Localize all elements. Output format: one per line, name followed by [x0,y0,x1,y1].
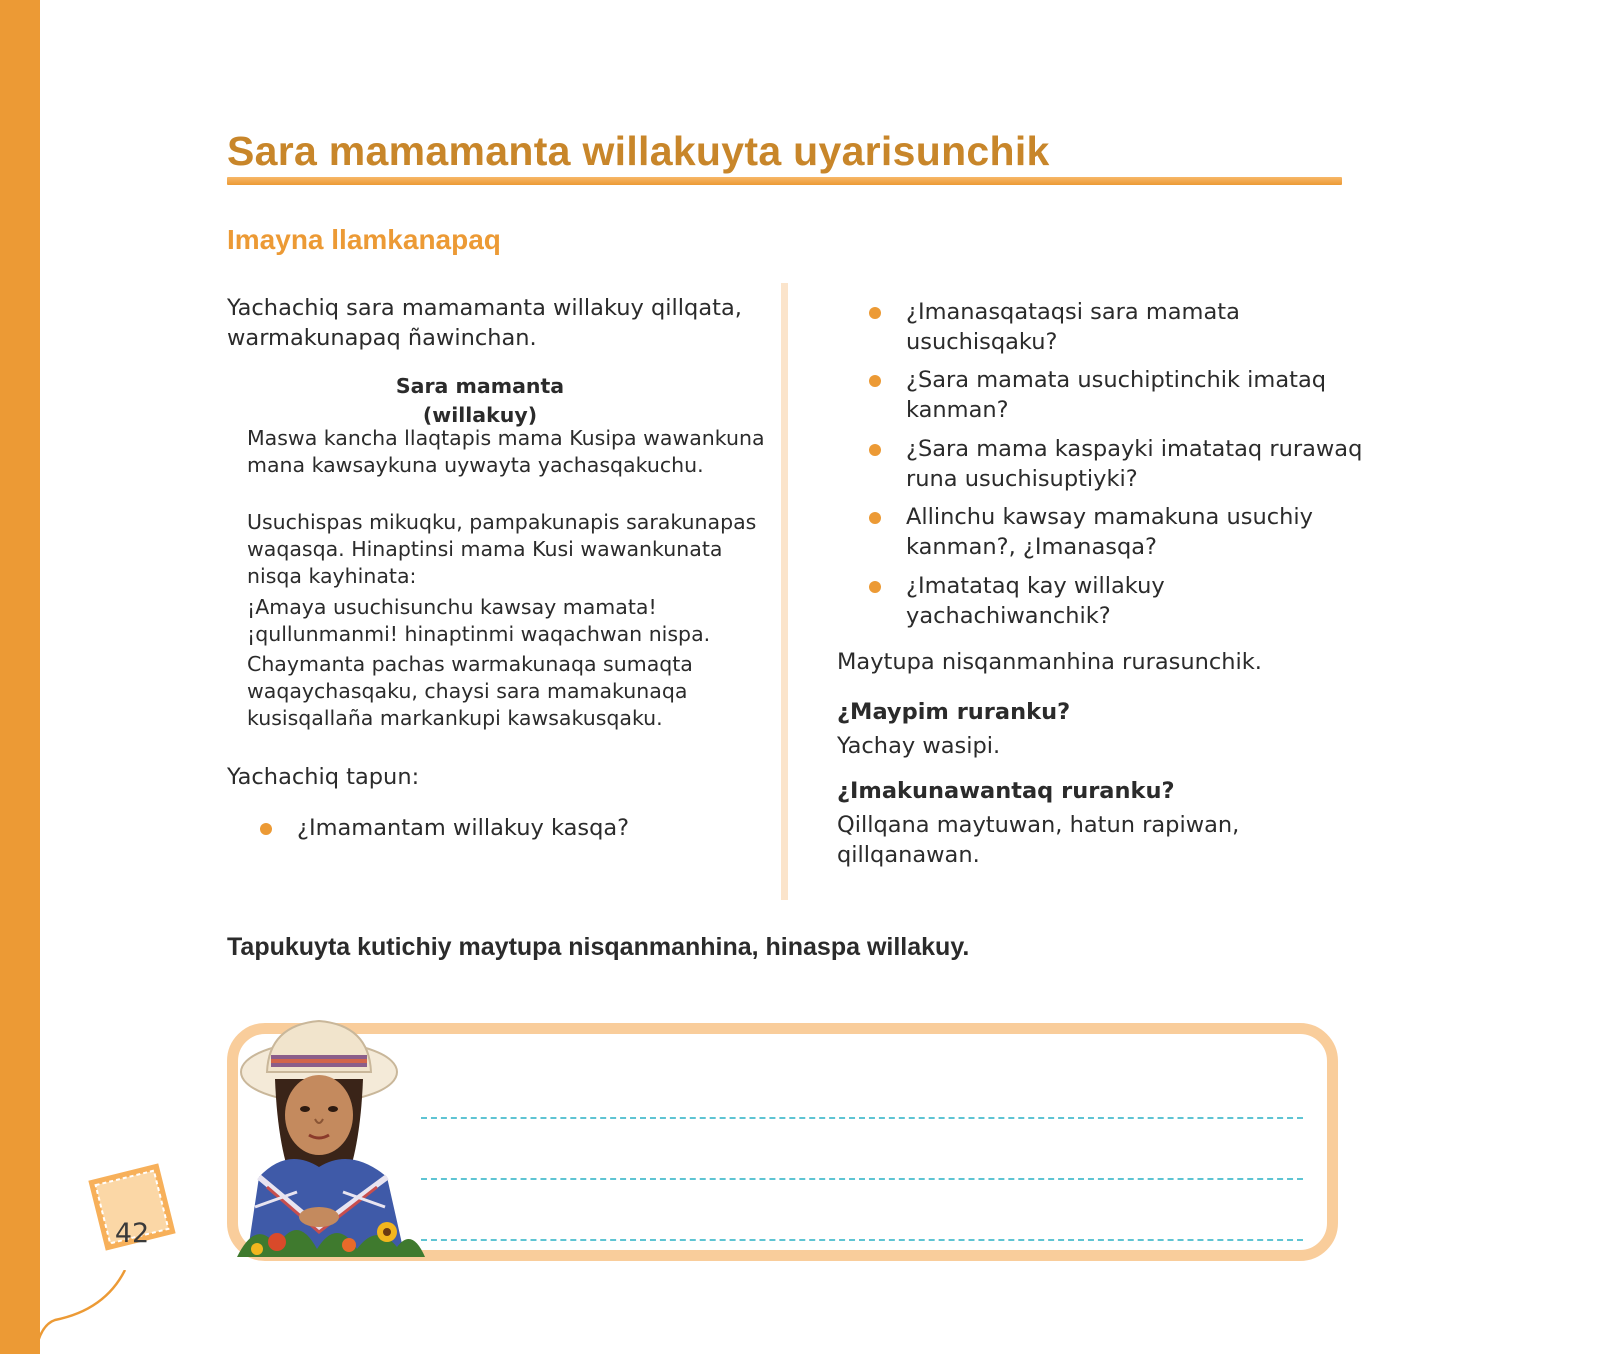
question-text: ¿Sara mamata usuchiptinchik imataq kanman? [906,367,1327,423]
story-title-line-2: (willakuy) [422,403,538,427]
column-divider [781,283,788,900]
bullet-dot-icon [869,375,881,387]
writing-line[interactable] [421,1117,1303,1119]
materials-heading: ¿Imakunawantaq ruranku? [837,778,1175,804]
question-text: ¿Imamantam willakuy kasqa? [297,815,630,841]
teacher-asks-label: Yachachiq tapun: [227,764,420,790]
left-margin-bar [0,0,40,1354]
intro-text: Yachachiq sara mamamanta willakuy qillqata, warmakunapaq ñawinchan. [227,295,742,351]
title-underline [227,177,1342,185]
bullet-dot-icon [869,581,881,593]
where-heading: ¿Maypim ruranku? [837,699,1071,725]
bullet-dot-icon [869,512,881,524]
story-paragraph: ¡Amaya usuchisunchu kawsay mamata! ¡qullunmanmi! hinaptinmi waqachwan nispa. [247,595,711,646]
girl-illustration [237,1017,425,1257]
materials-answer: Qillqana maytuwan, hatun rapiwan, qillqanawan. [837,812,1240,868]
section-subtitle: Imayna llamkanapaq [227,224,501,255]
story-paragraph: Maswa kancha llaqtapis mama Kusipa wawankuna mana kawsaykuna uywayta yachasqakuchu. [247,426,765,477]
closing-text: Maytupa nisqanmanhina rurasunchik. [837,649,1262,675]
question-text: ¿Imatataq kay willakuy yachachiwanchik? [906,573,1165,629]
bullet-dot-icon [869,307,881,319]
writing-line[interactable] [421,1178,1303,1180]
page-title: Sara mamamanta willakuyta uyarisunchik [227,128,1050,174]
writing-line[interactable] [421,1239,1303,1241]
story-title-line-1: Sara mamanta [395,374,565,398]
story-paragraph: Usuchispas mikuqku, pampakunapis sarakunapas waqasqa. Hinaptinsi mama Kusi wawankunata nisqa kayhinata: [247,510,757,588]
tag-string-decoration [35,1270,155,1354]
question-text: Allinchu kawsay mamakuna usuchiy kanman?, ¿Imanasqa? [906,504,1313,560]
bullet-dot-icon [869,444,881,456]
bullet-dot-icon [260,823,272,835]
where-answer: Yachay wasipi. [837,733,1001,759]
question-text: ¿Sara mama kaspayki imatataq rurawaq runa usuchisuptiyki? [906,436,1363,492]
page-number: 42 [114,1218,150,1249]
story-paragraph: Chaymanta pachas warmakunaqa sumaqta waqaychasqaku, chaysi sara mamakunaqa kusisqallaña markankupi kawsakusqaku. [247,652,693,730]
instruction-text: Tapukuyta kutichiy maytupa nisqanmanhina, hinaspa willakuy. [227,933,970,961]
question-text: ¿Imanasqataqsi sara mamata usuchisqaku? [906,299,1240,355]
story-title [300,372,660,430]
